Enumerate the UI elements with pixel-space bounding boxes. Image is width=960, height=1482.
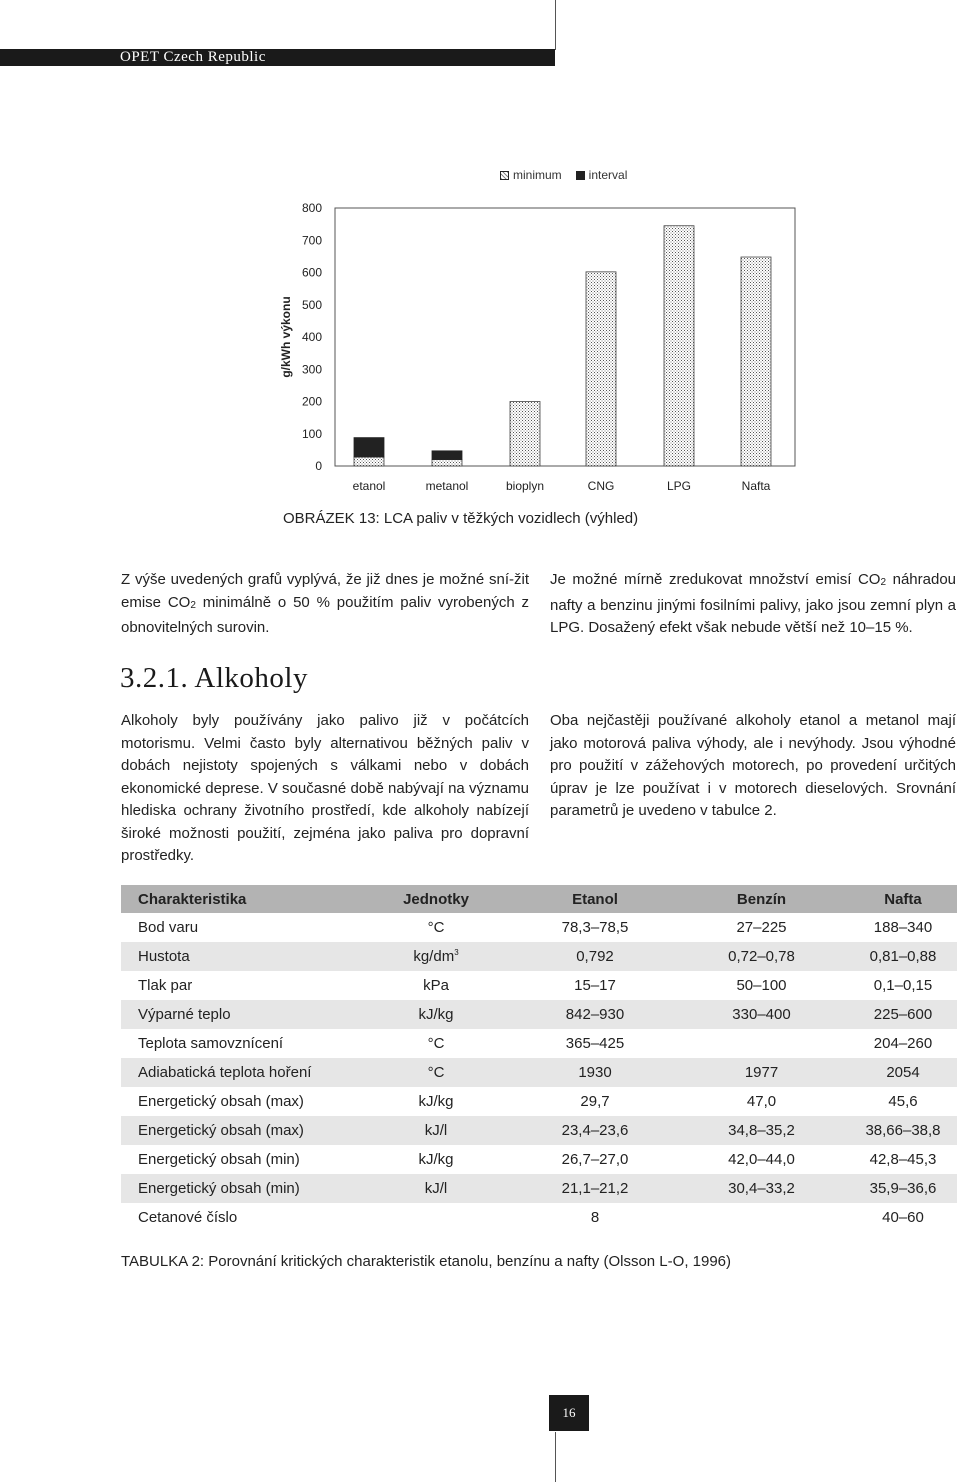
table-cell: kPa [423, 977, 449, 994]
table-cell: 204–260 [873, 1035, 933, 1052]
table-cell: 225–600 [849, 1000, 957, 1029]
table-cell: 1930 [516, 1058, 674, 1087]
table-cell: 8 [590, 1209, 600, 1226]
bar-minimum [664, 226, 694, 466]
table-cell: kJ/l [356, 1116, 516, 1145]
y-tick-label: 300 [301, 362, 322, 377]
lca-bar-chart [270, 195, 800, 500]
table-cell [674, 1203, 849, 1232]
top-divider-line [555, 0, 556, 50]
y-tick-label: 100 [301, 426, 322, 441]
table-row [121, 1145, 957, 1174]
table-cell: 35,9–36,6 [849, 1174, 957, 1203]
table-cell: 27–225 [736, 919, 787, 936]
table-caption: TABULKA 2: Porovnání kritických charakteristik etanolu, benzínu a nafty (Olsson L-O, 1996) [121, 1253, 732, 1270]
x-tick-label: metanol [425, 479, 469, 493]
bar-minimum [354, 457, 384, 466]
table-cell: 38,66–38,8 [849, 1116, 957, 1145]
table-header-cell: Charakteristika [121, 885, 356, 913]
chart-frame [335, 208, 795, 466]
chart-legend [500, 168, 627, 182]
table-cell: 50–100 [736, 977, 787, 994]
table-cell: 188–340 [873, 919, 933, 936]
table-cell: Adiabatická teplota hoření [121, 1058, 356, 1087]
header-bar [0, 49, 555, 66]
y-tick-label: 800 [301, 201, 322, 215]
table-cell: 0,81–0,88 [849, 942, 957, 971]
table-cell [674, 1029, 849, 1058]
section-heading: 3.2.1. Alkoholy [120, 662, 308, 694]
table-row [121, 942, 957, 971]
x-tick-label: bioplyn [505, 479, 545, 493]
y-axis-label: g/kWh výkonu [279, 296, 293, 378]
bar-minimum [510, 402, 540, 467]
y-tick-label: 200 [301, 394, 322, 409]
legend-interval-swatch [576, 171, 585, 180]
table-cell: 42,0–44,0 [728, 1151, 795, 1168]
table-cell: 47,0 [746, 1093, 777, 1110]
legend-minimum-label: minimum [513, 168, 562, 182]
x-tick-label: CNG [587, 479, 615, 493]
table-cell: kJ/kg [356, 1000, 516, 1029]
y-tick-label: 600 [301, 265, 322, 280]
table-cell: °C [427, 1035, 445, 1052]
table-header-cell: Etanol [516, 885, 674, 913]
table-row [121, 1058, 957, 1087]
intro-left-text: Z výše uvedených grafů vyplývá, že již dnes je možné sní-žit emise $CO_2$ minimálně o 50 % použitím paliv vyrobených z obnovitelných surovin. [121, 571, 529, 636]
bar-minimum [741, 257, 771, 466]
y-tick-label: 0 [315, 459, 322, 473]
table-cell: Energetický obsah (max) [138, 1093, 304, 1110]
x-tick-label: etanol [352, 479, 386, 493]
table-cell: Tlak par [138, 977, 193, 994]
table-cell: 78,3–78,5 [561, 919, 629, 936]
table-cell: $kg/dm^3$ [356, 942, 516, 971]
table-cell: 0,1–0,15 [873, 977, 933, 994]
y-tick-label: 400 [301, 330, 322, 344]
section-right-paragraph: Oba nejčastěji používané alkoholy etanol a metanol mají jako motorová paliva výhody, ale i nevýhody. Jsou výhodné pro použití v zážehových motorech, po provedení určitých úprav je lze používat i v motorech dieselových. Srovnání parametrů je uvedeno v tabulce 2. [550, 712, 956, 819]
page-number: 16 [549, 1395, 589, 1431]
table-cell: kJ/kg [418, 1151, 454, 1168]
table-cell: 29,7 [580, 1093, 610, 1110]
table-cell: 0,792 [516, 942, 674, 971]
table-cell: °C [427, 919, 445, 936]
table-cell: 1977 [674, 1058, 849, 1087]
header-title: OPET Czech Republic [120, 49, 266, 65]
table-row [121, 1203, 957, 1232]
y-tick-label: 700 [301, 233, 322, 248]
table-header-cell: Jednotky [356, 885, 516, 913]
table-row [121, 1000, 957, 1029]
x-tick-label: LPG [666, 479, 692, 493]
table-row [121, 1116, 957, 1145]
table-cell: Hustota [121, 942, 356, 971]
section-left-paragraph: Alkoholy byly používány jako palivo již v počátcích motorismu. Velmi často byly alternativou běžných paliv v dobách nejistoty spojených s válkami nebo v dobách ekonomické deprese. V současné době nabývají na významu hlediska ochrany životního prostředí, kde alkoholy nabízejí široké možnosti použití, zejména jako paliva pro dopravní prostředky. [121, 712, 529, 864]
table-cell: Teplota samovznícení [138, 1035, 284, 1052]
bottom-divider-line [555, 1432, 556, 1482]
table-cell: 26,7–27,0 [561, 1151, 629, 1168]
legend-interval-label: interval [588, 168, 628, 182]
table-cell: Cetanové číslo [138, 1209, 238, 1226]
comparison-table [121, 885, 957, 1232]
table-cell: 45,6 [888, 1093, 918, 1110]
table-row [121, 1087, 957, 1116]
x-tick-label: Nafta [741, 479, 771, 493]
table-row [121, 1174, 957, 1203]
table-header-cell: Nafta [849, 885, 957, 913]
table-header-cell: Benzín [674, 885, 849, 913]
bar-interval [432, 451, 462, 460]
table-cell: 23,4–23,6 [516, 1116, 674, 1145]
bar-interval [354, 438, 384, 457]
table-row [121, 913, 957, 942]
table-header-row [121, 885, 957, 913]
table-cell: 40–60 [882, 1209, 924, 1226]
bar-minimum [432, 460, 462, 466]
table-cell: 42,8–45,3 [869, 1151, 937, 1168]
table-row [121, 1029, 957, 1058]
table-cell [356, 1203, 516, 1232]
table-cell: °C [356, 1058, 516, 1087]
table-cell: 21,1–21,2 [516, 1174, 674, 1203]
legend-minimum-swatch [500, 171, 509, 180]
intro-left-paragraph [121, 569, 529, 640]
table-cell: 842–930 [516, 1000, 674, 1029]
table-cell: 34,8–35,2 [674, 1116, 849, 1145]
table-cell: Energetický obsah (max) [121, 1116, 356, 1145]
table-cell: 2054 [849, 1058, 957, 1087]
table-cell: 15–17 [574, 977, 616, 994]
table-cell: Bod varu [138, 919, 199, 936]
table-row [121, 971, 957, 1000]
table-cell: 330–400 [674, 1000, 849, 1029]
intro-right-text: Je možné mírně zredukovat množství emisí $CO_2$ náhradou nafty a benzinu jinými fosilními palivy, jako jsou zemní plyn a LPG. Dosažený efekt však nebude větší než 10–15 %. [550, 571, 957, 636]
table-cell: Výparné teplo [121, 1000, 356, 1029]
table-cell: kJ/l [356, 1174, 516, 1203]
table-cell: 0,72–0,78 [674, 942, 849, 971]
figure-caption: OBRÁZEK 13: LCA paliv v těžkých vozidlech (výhled) [283, 510, 639, 527]
intro-right-paragraph [550, 569, 956, 640]
bar-minimum [586, 272, 616, 466]
table-cell: 365–425 [565, 1035, 625, 1052]
table-cell: 30,4–33,2 [674, 1174, 849, 1203]
table-cell: kJ/kg [418, 1093, 454, 1110]
y-tick-label: 500 [301, 297, 322, 312]
table-cell: Energetický obsah (min) [121, 1174, 356, 1203]
table-cell: Energetický obsah (min) [138, 1151, 300, 1168]
